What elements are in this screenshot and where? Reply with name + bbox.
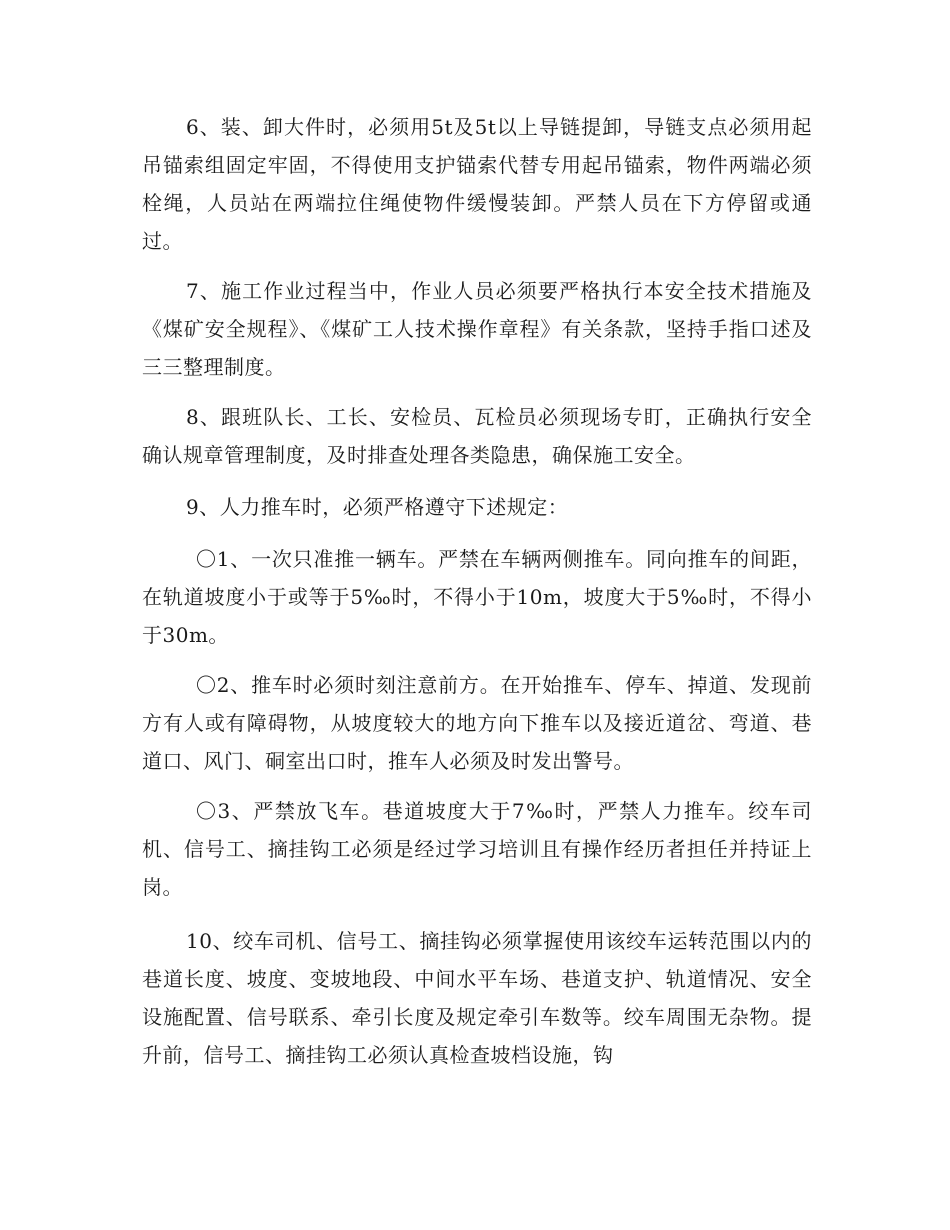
- paragraph-item-10: 10、绞车司机、信号工、摘挂钩必须掌握使用该绞车运转范围以内的巷道长度、坡度、变坡地段、中间水平车场、巷道支护、轨道情况、安全设施配置、信号联系、牵引长度及规定牵引车数等。绞车周围无杂物。提升前，信号工、摘挂钩工必须认真检查坡档设施，钩: [142, 929, 812, 1067]
- paragraph-item-6: 6、装、卸大件时，必须用5t及5t以上导链提卸，导链支点必须用起吊锚索组固定牢固，不得使用支护锚索代替专用起吊锚索，物件两端必须栓绳，人员站在两端拉住绳使物件缓慢装卸。严禁人员在下方停留或通过。: [142, 115, 812, 253]
- paragraph-item-9: 9、人力推车时，必须严格遵守下述规定：: [186, 495, 569, 519]
- paragraph-item-7: 7、施工作业过程当中，作业人员必须要严格执行本安全技术措施及《煤矿安全规程》、《煤矿工人技术操作章程》有关条款，坚持手指口述及三三整理制度。: [142, 279, 812, 379]
- paragraph-item-8: 8、跟班队长、工长、安检员、瓦检员必须现场专盯，正确执行安全确认规章管理制度，及时排查处理各类隐患，确保施工安全。: [142, 405, 812, 467]
- paragraph-subitem-3: 〇3、严禁放飞车。巷道坡度大于7‰时，严禁人力推车。绞车司机、信号工、摘挂钩工必须是经过学习培训且有操作经历者担任并持证上岗。: [142, 799, 812, 899]
- paragraph-subitem-1: 〇1、一次只准推一辆车。严禁在车辆两侧推车。同向推车的间距，在轨道坡度小于或等于5‰时，不得小于10m，坡度大于5‰时，不得小于30m。: [142, 547, 812, 647]
- paragraph-subitem-2: 〇2、推车时必须时刻注意前方。在开始推车、停车、掉道、发现前方有人或有障碍物，从坡度较大的地方向下推车以及接近道岔、弯道、巷道口、风门、硐室出口时，推车人必须及时发出警号。: [142, 673, 812, 773]
